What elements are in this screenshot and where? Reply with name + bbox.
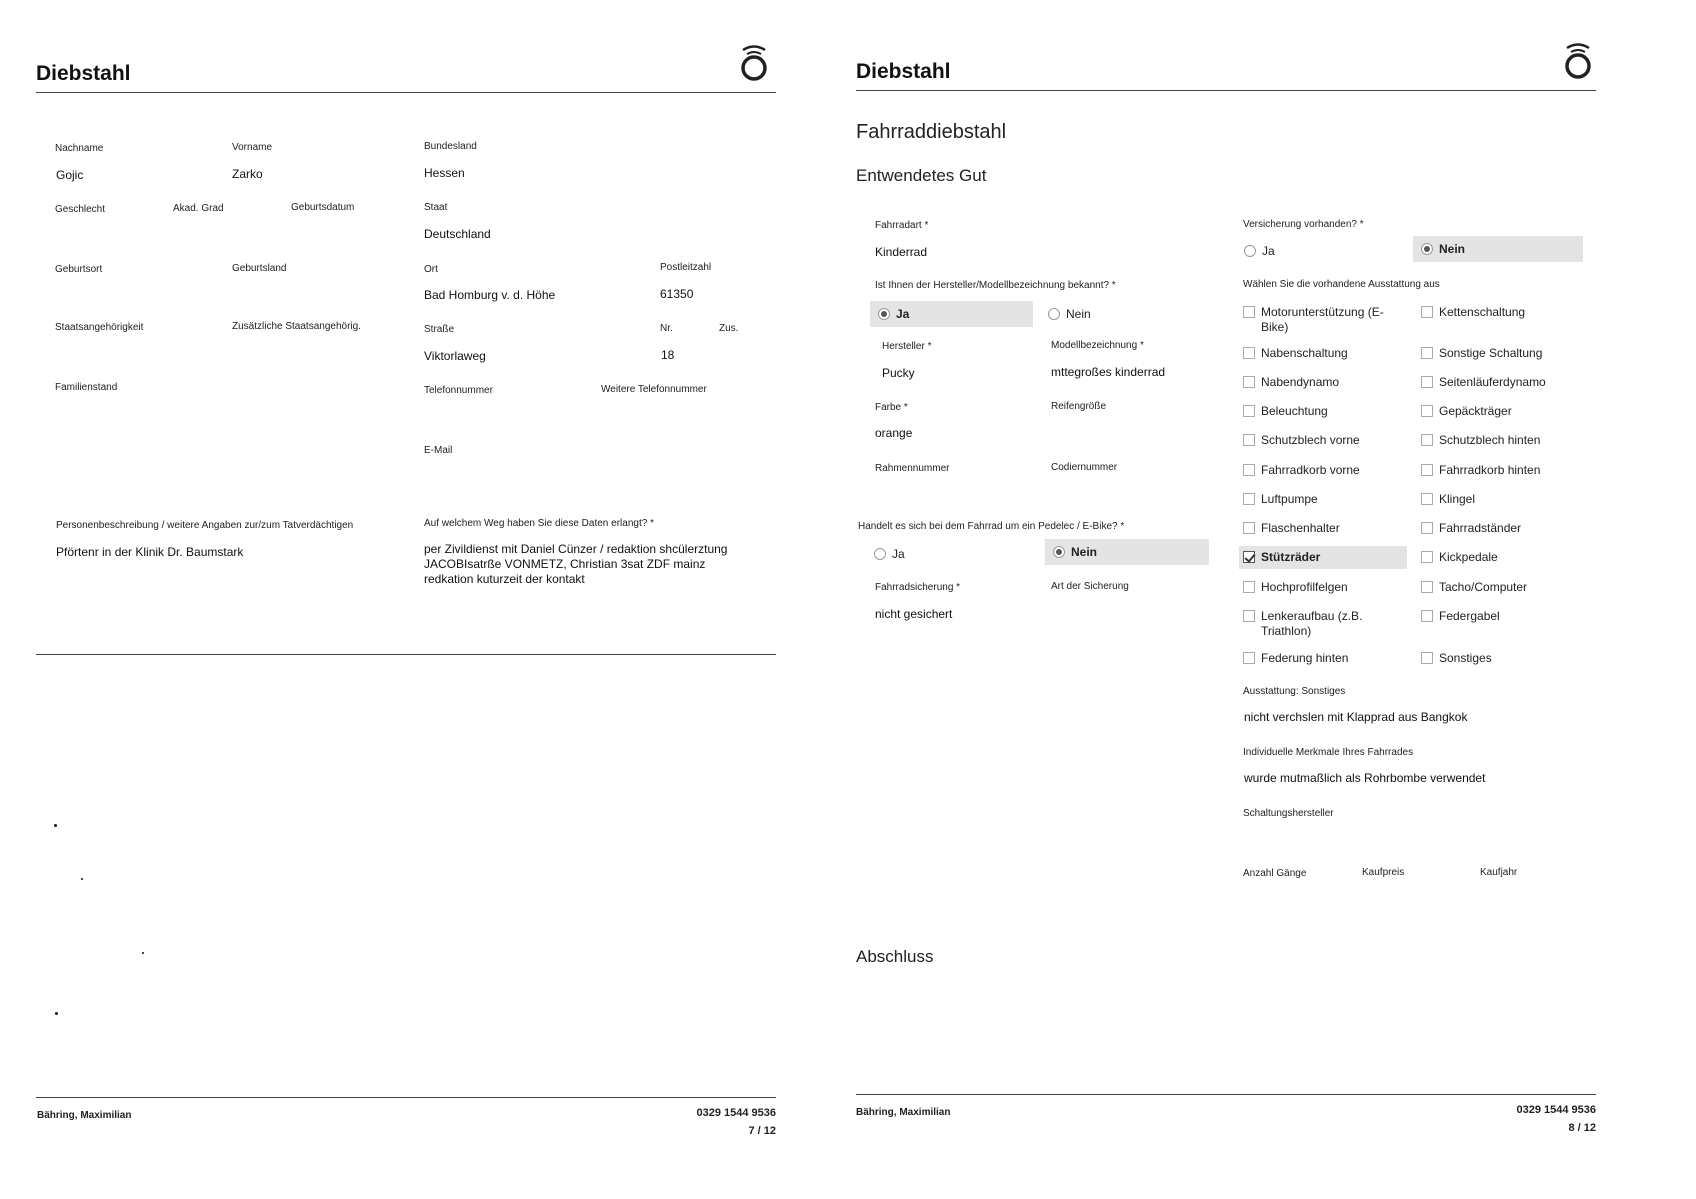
zusaetzliche-staatsangehoerigkeit-label: Zusätzliche Staatsangehörig.: [232, 321, 361, 332]
checkbox-empty-icon: [1243, 434, 1255, 446]
hersteller-bekannt-label: Ist Ihnen der Hersteller/Modellbezeichnung bekannt? *: [875, 280, 1116, 291]
ausstattung-option-label: Nabendynamo: [1261, 375, 1340, 389]
checkbox-empty-icon: [1243, 493, 1255, 505]
anzahl-gaenge-label: Anzahl Gänge: [1243, 868, 1307, 879]
ausstattung-option-label: Schutzblech vorne: [1261, 433, 1360, 447]
ausstattung-option-label: Stützräder: [1261, 550, 1321, 564]
scan-speck: [142, 952, 144, 954]
hersteller-label: Hersteller *: [882, 341, 932, 352]
ausstattung-option[interactable]: [1421, 492, 1581, 507]
ausstattung-option-label: Fahrradkorb vorne: [1261, 463, 1360, 477]
hersteller-bekannt-ja-option[interactable]: [870, 301, 1033, 327]
ja-label: Ja: [896, 307, 910, 321]
ausstattung-option[interactable]: [1421, 609, 1581, 624]
ausstattung-option[interactable]: [1421, 550, 1581, 565]
ausstattung-option[interactable]: [1421, 580, 1581, 595]
radio-selected-icon: [878, 308, 890, 320]
codiernummer-label: Codiernummer: [1051, 462, 1118, 473]
checkbox-empty-icon: [1421, 610, 1433, 622]
ausstattung-option[interactable]: [1243, 492, 1403, 507]
left-section-rule: [36, 654, 776, 655]
ausstattung-option-label: Flaschenhalter: [1261, 521, 1340, 535]
checkbox-empty-icon: [1421, 405, 1433, 417]
merkmale-field[interactable]: wurde mutmaßlich als Rohrbombe verwendet: [1244, 771, 1486, 785]
bundesland-field[interactable]: Hessen: [424, 166, 465, 180]
hersteller-field[interactable]: Pucky: [882, 366, 915, 380]
ausstattung-option-label: Fahrradständer: [1439, 521, 1522, 535]
ausstattung-option[interactable]: [1243, 433, 1403, 448]
ausstattung-option[interactable]: [1421, 651, 1581, 666]
ausstattung-option-label: Federung hinten: [1261, 651, 1349, 665]
ausstattung-option[interactable]: [1243, 580, 1403, 595]
left-footer-number: 0329 1544 9536: [696, 1107, 776, 1119]
right-header-rule: [856, 90, 1596, 91]
ausstattung-option[interactable]: [1243, 404, 1403, 419]
insurer-logo-icon: [1563, 42, 1593, 80]
datenquelle-label: Auf welchem Weg haben Sie diese Daten erlangt? *: [424, 518, 654, 529]
ausstattung-option-label: Gepäckträger: [1439, 404, 1512, 418]
versicherung-nein-option[interactable]: [1413, 236, 1583, 262]
radio-empty-icon: [874, 548, 886, 560]
ausstattung-option[interactable]: [1243, 651, 1403, 666]
checkbox-empty-icon: [1421, 464, 1433, 476]
ort-field[interactable]: Bad Homburg v. d. Höhe: [424, 288, 556, 302]
insurer-logo-icon: [739, 44, 769, 82]
nachname-field[interactable]: Gojic: [56, 168, 84, 182]
ausstattung-option[interactable]: [1243, 609, 1403, 639]
akad-grad-label: Akad. Grad: [173, 203, 224, 214]
ausstattung-option-label: Seitenläuferdynamo: [1439, 375, 1546, 389]
kaufjahr-label: Kaufjahr: [1480, 867, 1518, 878]
bundesland-label: Bundesland: [424, 141, 477, 152]
left-header-rule: [36, 92, 776, 93]
zusatz-label: Zus.: [719, 323, 739, 334]
reifengroesse-label: Reifengröße: [1051, 401, 1107, 412]
checkbox-empty-icon: [1243, 464, 1255, 476]
radio-empty-icon: [1244, 245, 1256, 257]
weitere-telefon-label: Weitere Telefonnummer: [601, 384, 707, 395]
ausstattung-option-label: Motorunterstützung (E-Bike): [1261, 305, 1384, 334]
staatsangehoerigkeit-label: Staatsangehörigkeit: [55, 322, 144, 333]
vorname-field[interactable]: Zarko: [232, 167, 263, 181]
versicherung-label: Versicherung vorhanden? *: [1243, 219, 1364, 230]
nachname-label: Nachname: [55, 143, 104, 154]
ort-label: Ort: [424, 264, 438, 275]
scan-speck: [55, 1012, 58, 1015]
subsection-title: Entwendetes Gut: [856, 166, 987, 185]
ausstattung-option[interactable]: [1421, 375, 1581, 390]
right-page-title: Diebstahl: [856, 60, 951, 83]
ausstattung-option-label: Hochprofilfelgen: [1261, 580, 1348, 594]
left-footer-rule: [36, 1097, 776, 1098]
ausstattung-option-label: Sonstige Schaltung: [1439, 346, 1543, 360]
geschlecht-label: Geschlecht: [55, 204, 106, 215]
checkbox-empty-icon: [1243, 376, 1255, 388]
right-footer-rule: [856, 1094, 1596, 1095]
rahmennummer-label: Rahmennummer: [875, 463, 950, 474]
modell-field[interactable]: mttegroßes kinderrad: [1051, 365, 1166, 379]
left-footer-page: 7 / 12: [748, 1125, 776, 1137]
art-sicherung-label: Art der Sicherung: [1051, 581, 1129, 592]
farbe-field[interactable]: orange: [875, 426, 913, 440]
staat-field[interactable]: Deutschland: [424, 227, 491, 241]
kaufpreis-label: Kaufpreis: [1362, 867, 1405, 878]
radio-selected-icon: [1053, 546, 1065, 558]
postleitzahl-field[interactable]: 61350: [660, 287, 694, 301]
personenbeschreibung-label: Personenbeschreibung / weitere Angaben zur/zum Tatverdächtigen: [56, 520, 354, 531]
ausstattung-option[interactable]: [1421, 404, 1581, 419]
fahrradart-label: Fahrradart *: [875, 220, 929, 231]
scan-speck: [81, 878, 83, 880]
checkbox-empty-icon: [1243, 581, 1255, 593]
radio-selected-icon: [1421, 243, 1433, 255]
hersteller-bekannt-nein-option[interactable]: [1040, 301, 1203, 327]
modell-label: Modellbezeichnung *: [1051, 340, 1144, 351]
left-page-title: Diebstahl: [36, 62, 131, 85]
telefon-label: Telefonnummer: [424, 385, 493, 396]
geburtsland-label: Geburtsland: [232, 263, 287, 274]
checkbox-empty-icon: [1421, 581, 1433, 593]
ausstattung-option-label: Klingel: [1439, 492, 1476, 506]
checkbox-empty-icon: [1243, 610, 1255, 622]
scan-speck: [54, 824, 57, 827]
ausstattung-option[interactable]: [1243, 463, 1403, 478]
checkbox-empty-icon: [1243, 306, 1255, 318]
ausstattung-option[interactable]: [1421, 433, 1581, 448]
pedelec-nein-option[interactable]: [1045, 539, 1209, 565]
fahrradsicherung-label: Fahrradsicherung *: [875, 582, 961, 593]
checkbox-empty-icon: [1421, 652, 1433, 664]
ausstattung-option-label: Kettenschaltung: [1439, 305, 1526, 319]
pedelec-ja-option[interactable]: [866, 541, 1029, 567]
hausnummer-label: Nr.: [660, 323, 673, 334]
ausstattung-sonstiges-field[interactable]: nicht verchslen mit Klapprad aus Bangkok: [1244, 710, 1468, 724]
ausstattung-option[interactable]: [1243, 305, 1403, 335]
checkbox-empty-icon: [1421, 434, 1433, 446]
ja-label: Ja: [1262, 244, 1275, 258]
ausstattung-option-label: Nabenschaltung: [1261, 346, 1348, 360]
familienstand-label: Familienstand: [55, 382, 118, 393]
nein-label: Nein: [1066, 307, 1091, 321]
ausstattung-option[interactable]: [1421, 463, 1581, 478]
postleitzahl-label: Postleitzahl: [660, 262, 712, 273]
checkbox-empty-icon: [1243, 652, 1255, 664]
ausstattung-sonstiges-label: Ausstattung: Sonstiges: [1243, 686, 1346, 697]
versicherung-ja-option[interactable]: [1236, 238, 1406, 264]
strasse-field[interactable]: Viktorlaweg: [424, 349, 486, 363]
ausstattung-option-label: Luftpumpe: [1261, 492, 1318, 506]
nein-label: Nein: [1071, 545, 1098, 559]
fahrradart-field[interactable]: Kinderrad: [875, 245, 928, 259]
right-footer-number: 0329 1544 9536: [1516, 1104, 1596, 1116]
personenbeschreibung-field[interactable]: Pförtenr in der Klinik Dr. Baumstark: [56, 545, 244, 559]
ausstattung-option-label: Beleuchtung: [1261, 404, 1328, 418]
ja-label: Ja: [892, 547, 905, 561]
checkbox-empty-icon: [1421, 493, 1433, 505]
ausstattung-option[interactable]: [1243, 521, 1403, 536]
ausstattung-option-label: Kickpedale: [1439, 550, 1498, 564]
staat-label: Staat: [424, 202, 448, 213]
merkmale-label: Individuelle Merkmale Ihres Fahrrades: [1243, 747, 1414, 758]
strasse-label: Straße: [424, 324, 455, 335]
vorname-label: Vorname: [232, 142, 273, 153]
checkbox-empty-icon: [1421, 522, 1433, 534]
ausstattung-option[interactable]: [1421, 521, 1581, 536]
ausstattung-option[interactable]: [1421, 305, 1581, 320]
schaltungshersteller-label: Schaltungshersteller: [1243, 808, 1334, 819]
ausstattung-option[interactable]: [1243, 346, 1403, 361]
geburtsort-label: Geburtsort: [55, 264, 103, 275]
ausstattung-option-label: Schutzblech hinten: [1439, 433, 1541, 447]
checkbox-empty-icon: [1243, 347, 1255, 359]
ausstattung-option[interactable]: [1239, 546, 1407, 569]
section-title: Fahrraddiebstahl: [856, 121, 1007, 143]
checkbox-empty-icon: [1421, 306, 1433, 318]
checkbox-checked-icon: [1243, 551, 1255, 563]
ausstattung-option-label: Tacho/Computer: [1439, 580, 1528, 594]
checkbox-empty-icon: [1421, 347, 1433, 359]
ausstattung-option[interactable]: [1243, 375, 1403, 390]
checkbox-empty-icon: [1421, 551, 1433, 563]
pedelec-label: Handelt es sich bei dem Fahrrad um ein Pedelec / E-Bike? *: [858, 521, 1125, 532]
right-footer-page: 8 / 12: [1568, 1122, 1596, 1134]
farbe-label: Farbe *: [875, 402, 908, 413]
nein-label: Nein: [1439, 242, 1466, 256]
right-footer-name: Bähring, Maximilian: [856, 1107, 951, 1118]
geburtsdatum-label: Geburtsdatum: [291, 202, 355, 213]
abschluss-title: Abschluss: [856, 947, 934, 966]
checkbox-empty-icon: [1243, 405, 1255, 417]
hausnummer-field[interactable]: 18: [661, 348, 675, 362]
left-footer-name: Bähring, Maximilian: [37, 1110, 132, 1121]
email-label: E-Mail: [424, 445, 453, 456]
ausstattung-option-label: Lenkeraufbau (z.B. Triathlon): [1261, 609, 1363, 638]
ausstattung-option-label: Federgabel: [1439, 609, 1500, 623]
ausstattung-option[interactable]: [1421, 346, 1581, 361]
checkbox-empty-icon: [1421, 376, 1433, 388]
fahrradsicherung-field[interactable]: nicht gesichert: [875, 607, 953, 621]
checkbox-empty-icon: [1243, 522, 1255, 534]
ausstattung-option-label: Fahrradkorb hinten: [1439, 463, 1541, 477]
radio-empty-icon: [1048, 308, 1060, 320]
ausstattung-label: Wählen Sie die vorhandene Ausstattung aus: [1243, 279, 1440, 290]
ausstattung-option-label: Sonstiges: [1439, 651, 1492, 665]
datenquelle-field[interactable]: per Zivildienst mit Daniel Cünzer / redaktion shcülerztung JACOBIsatrße VONMETZ, Christian 3sat ZDF mainz redkation kuturzeit der kontakt: [424, 542, 728, 586]
